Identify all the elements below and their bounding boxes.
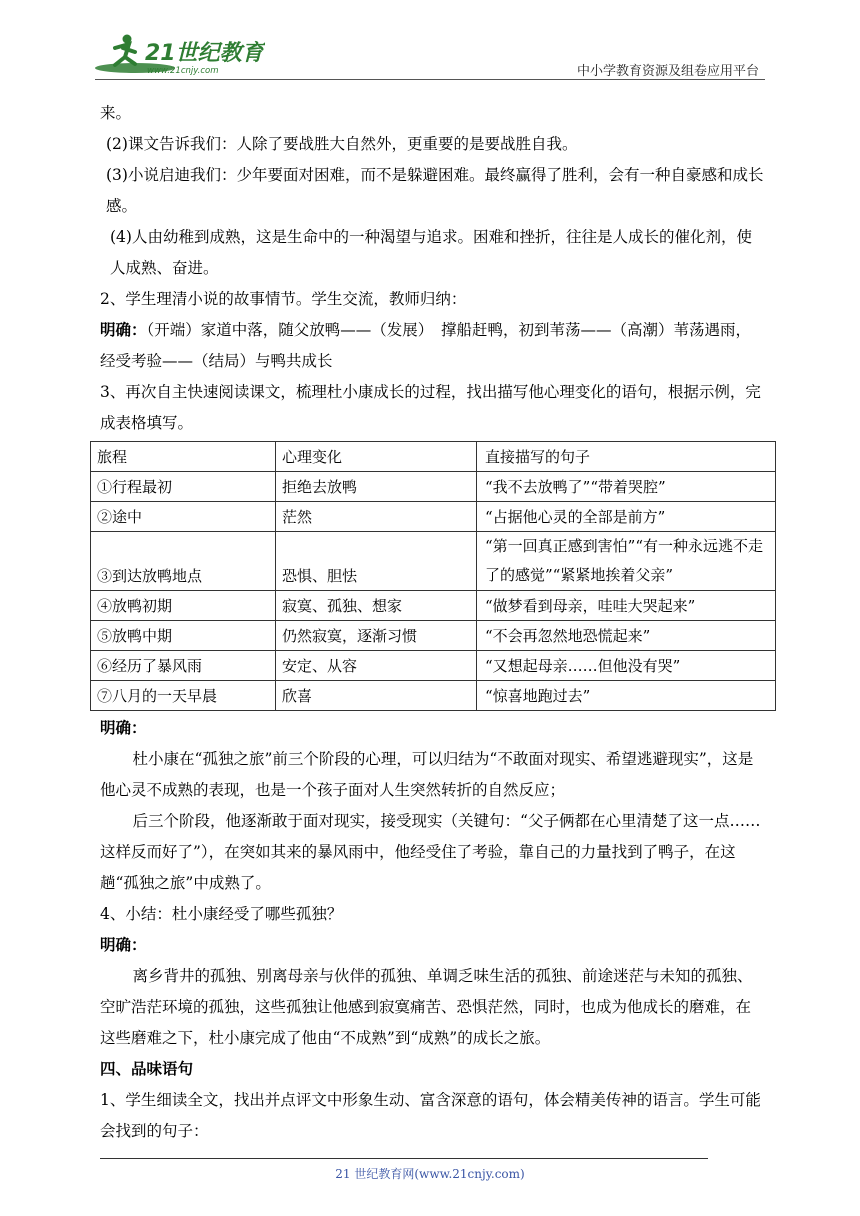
step-2: 2、学生理清小说的故事情节。学生交流，教师归纳： bbox=[100, 290, 467, 308]
footer-divider bbox=[100, 1158, 708, 1159]
summary-paragraph: 离乡背井的孤独、别离母亲与伙伴的孤独、单调乏味生活的孤独、前途迷茫与未知的孤独、空旷浩茫环境的孤独，这些孤独让他感到寂寞痛苦、恐惧茫然，同时，也成为他成长的磨难，在这些磨难之下，杜小康完成了他由“不成熟”到“成熟”的成长之旅。 bbox=[100, 967, 753, 1047]
analysis-paragraph-2: 后三个阶段，他逐渐敢于面对现实，接受现实（关键句：“父子俩都在心里清楚了这一点……这样反而好了”），在突如其来的暴风雨中，他经受住了考验，靠自己的力量找到了鸭子，在这趟“孤独之旅”中成熟了。 bbox=[100, 812, 761, 892]
table-cell: ②途中 bbox=[91, 502, 276, 532]
paragraph-continuation: 来。 bbox=[100, 104, 132, 122]
answer-label: 明确： bbox=[100, 321, 147, 339]
table-header: 旅程 bbox=[91, 442, 276, 472]
main-content bbox=[97, 98, 766, 1147]
table-row bbox=[91, 591, 776, 621]
table-cell: “惊喜地跑过去” bbox=[477, 681, 776, 711]
point-3: (3)小说启迪我们：少年要面对困难，而不是躲避困难。最终赢得了胜利，会有一种自豪感和成长感。 bbox=[106, 166, 764, 215]
page-footer: 21 世纪教育网(www.21cnjy.com) bbox=[335, 1167, 525, 1181]
table-row bbox=[91, 621, 776, 651]
section-heading: 四、品味语句 bbox=[100, 1060, 194, 1078]
table-cell: “又想起母亲……但他没有哭” bbox=[477, 651, 776, 681]
step-1-sentences: 1、学生细读全文，找出并点评文中形象生动、富含深意的语句，体会精美传神的语言。学生可能会找到的句子： bbox=[100, 1091, 761, 1140]
point-2: (2)课文告诉我们：人除了要战胜大自然外，更重要的是要战胜自我。 bbox=[106, 135, 578, 153]
point-4: (4)人由幼稚到成熟，这是生命中的一种渴望与追求。困难和挫折，往往是人成长的催化剂，使人成熟、奋进。 bbox=[110, 228, 752, 277]
table-row bbox=[91, 651, 776, 681]
answer-plot-text: （开端）家道中落，随父放鸭——（发展） 撑船赶鸭，初到苇荡——（高潮）苇荡遇雨，经受考验——（结局）与鸭共成长 bbox=[100, 321, 752, 370]
step-3: 3、再次自主快速阅读课文，梳理杜小康成长的过程，找出描写他心理变化的语句，根据示例，完成表格填写。 bbox=[100, 383, 761, 432]
table-cell: “不会再忽然地恐慌起来” bbox=[477, 621, 776, 651]
table-cell: ③到达放鸭地点 bbox=[91, 532, 276, 591]
table-cell: “做梦看到母亲，哇哇大哭起来” bbox=[477, 591, 776, 621]
table-cell: 茫然 bbox=[276, 502, 477, 532]
answer-label: 明确： bbox=[100, 719, 147, 737]
table-cell: 仍然寂寞，逐渐习惯 bbox=[276, 621, 477, 651]
table-cell: ⑦八月的一天早晨 bbox=[91, 681, 276, 711]
table-header-row bbox=[91, 442, 776, 472]
table-cell: ①行程最初 bbox=[91, 472, 276, 502]
table-row bbox=[91, 681, 776, 711]
growth-table bbox=[90, 441, 776, 711]
table-cell: “我不去放鸭了”“带着哭腔” bbox=[477, 472, 776, 502]
table-header: 直接描写的句子 bbox=[477, 442, 776, 472]
table-cell: 恐惧、胆怯 bbox=[276, 532, 477, 591]
header-platform-name: 中小学教育资源及组卷应用平台 bbox=[576, 64, 759, 79]
table-header: 心理变化 bbox=[276, 442, 477, 472]
analysis-paragraph-1: 杜小康在“孤独之旅”前三个阶段的心理，可以归结为“不敢面对现实、希望逃避现实”，这是他心灵不成熟的表现，也是一个孩子面对人生突然转折的自然反应； bbox=[100, 750, 754, 799]
header-divider bbox=[95, 79, 765, 80]
svg-text:www.21cnjy.com: www.21cnjy.com bbox=[147, 66, 219, 76]
table-row bbox=[91, 472, 776, 502]
table-cell: ⑤放鸭中期 bbox=[91, 621, 276, 651]
table-row bbox=[91, 502, 776, 532]
table-cell: 拒绝去放鸭 bbox=[276, 472, 477, 502]
table-row bbox=[91, 532, 776, 591]
site-logo bbox=[95, 30, 265, 76]
svg-text:21世纪教育: 21世纪教育 bbox=[145, 41, 264, 66]
table-cell: 欣喜 bbox=[276, 681, 477, 711]
table-cell: 寂寞、孤独、想家 bbox=[276, 591, 477, 621]
answer-label: 明确： bbox=[100, 936, 147, 954]
answer-plot bbox=[100, 315, 766, 377]
page-header bbox=[95, 30, 765, 80]
table-cell: “占据他心灵的全部是前方” bbox=[477, 502, 776, 532]
table-cell: “第一回真正感到害怕”“有一种永远逃不走了的感觉”“紧紧地挨着父亲” bbox=[477, 532, 776, 591]
table-cell: ④放鸭初期 bbox=[91, 591, 276, 621]
table-cell: 安定、从容 bbox=[276, 651, 477, 681]
step-4: 4、小结：杜小康经受了哪些孤独？ bbox=[100, 905, 343, 923]
table-cell: ⑥经历了暴风雨 bbox=[91, 651, 276, 681]
